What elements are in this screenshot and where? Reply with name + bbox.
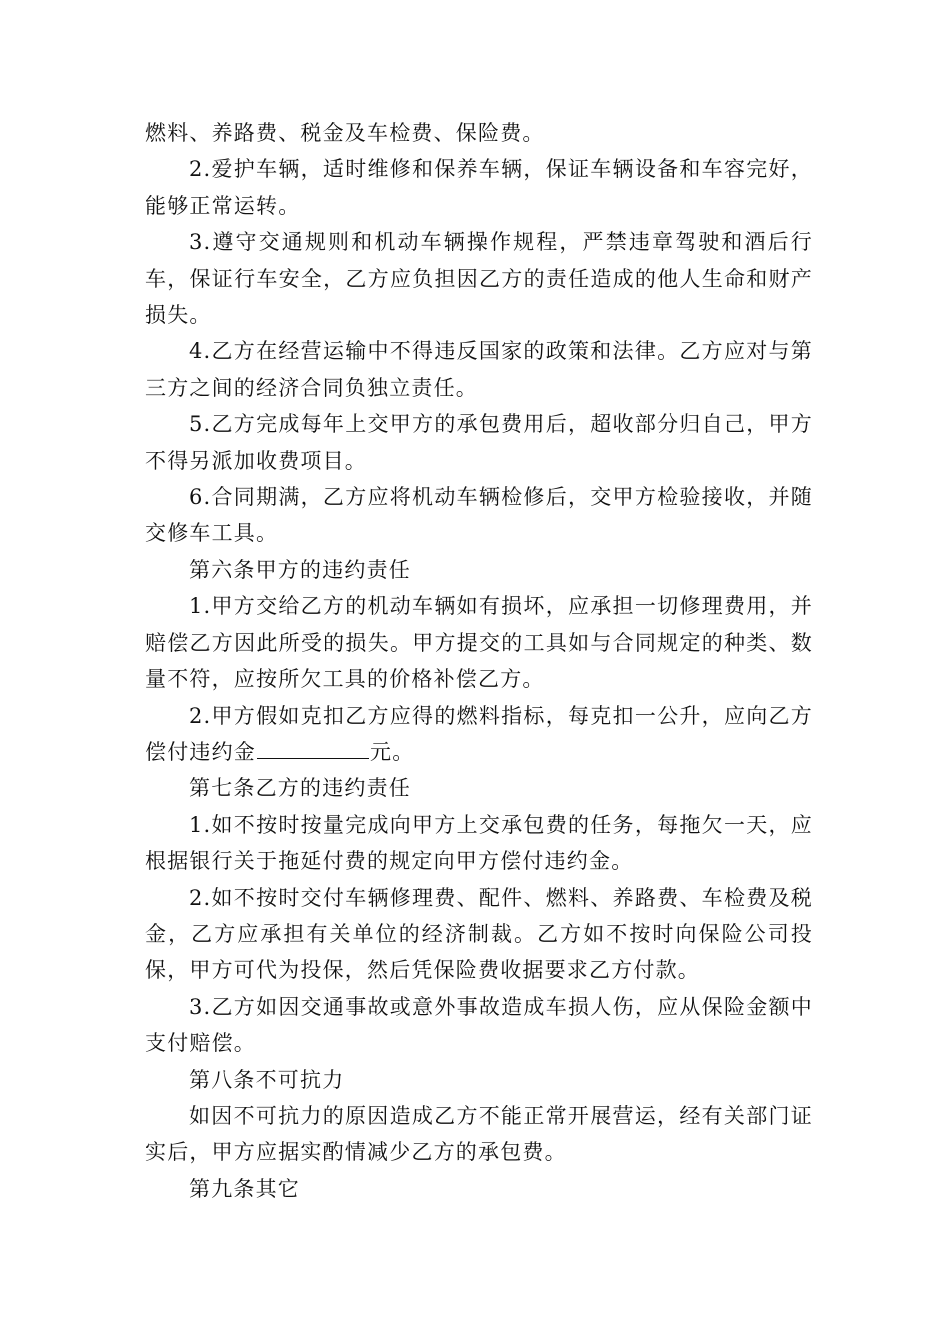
paragraph-article-7-clause-2: 2.如不按时交付车辆修理费、配件、燃料、养路费、车检费及税金，乙方应承担有关单位的经济制裁。乙方如不按时向保险公司投保，甲方可代为投保，然后凭保险费收据要求乙方付款。 xyxy=(145,885,813,983)
section-heading-article-7: 第七条乙方的违约责任 xyxy=(189,776,411,801)
paragraph-clause-4: 4.乙方在经营运输中不得违反国家的政策和法律。乙方应对与第三方之间的经济合同负独立责任。 xyxy=(145,339,813,400)
paragraph-article-8: 如因不可抗力的原因造成乙方不能正常开展营运，经有关部门证实后，甲方应据实酌情减少乙方的承包费。 xyxy=(145,1103,813,1165)
section-heading-article-9: 第九条其它 xyxy=(189,1176,300,1201)
section-heading-article-6: 第六条甲方的违约责任 xyxy=(189,557,411,582)
paragraph-article-7-clause-1: 1.如不按时按量完成向甲方上交承包费的任务，每拖欠一天，应根据银行关于拖延付费的规定向甲方偿付违约金。 xyxy=(145,812,813,874)
paragraph-article-6-clause-2 xyxy=(145,698,813,771)
paragraph-clause-6: 6.合同期满，乙方应将机动车辆检修后，交甲方检验接收，并随交修车工具。 xyxy=(145,485,813,546)
paragraph-clause-2: 2.爱护车辆，适时维修和保养车辆，保证车辆设备和车容完好，能够正常运转。 xyxy=(145,157,813,218)
clause-text-after-blank: 元。 xyxy=(370,739,415,764)
section-heading-article-8: 第八条不可抗力 xyxy=(189,1067,345,1092)
paragraph-clause-5: 5.乙方完成每年上交甲方的承包费用后，超收部分归自己，甲方不得另派加收费项目。 xyxy=(145,412,813,473)
paragraph-continued: 燃料、养路费、税金及车检费、保险费。 xyxy=(145,121,545,145)
fill-in-blank xyxy=(257,736,369,759)
paragraph-article-7-clause-3: 3.乙方如因交通事故或意外事故造成车损人伤，应从保险金额中支付赔偿。 xyxy=(145,994,813,1056)
paragraph-article-6-clause-1: 1.甲方交给乙方的机动车辆如有损坏，应承担一切修理费用，并赔偿乙方因此所受的损失。甲方提交的工具如与合同规定的种类、数量不符，应按所欠工具的价格补偿乙方。 xyxy=(145,594,813,692)
document-page xyxy=(145,115,813,1207)
clause-text-before-blank: 2.甲方假如克扣乙方应得的燃料指标，每克扣一公升，应向乙方偿付违约金 xyxy=(145,703,813,764)
paragraph-clause-3: 3.遵守交通规则和机动车辆操作规程，严禁违章驾驶和酒后行车，保证行车安全，乙方应负担因乙方的责任造成的他人生命和财产损失。 xyxy=(145,230,813,328)
